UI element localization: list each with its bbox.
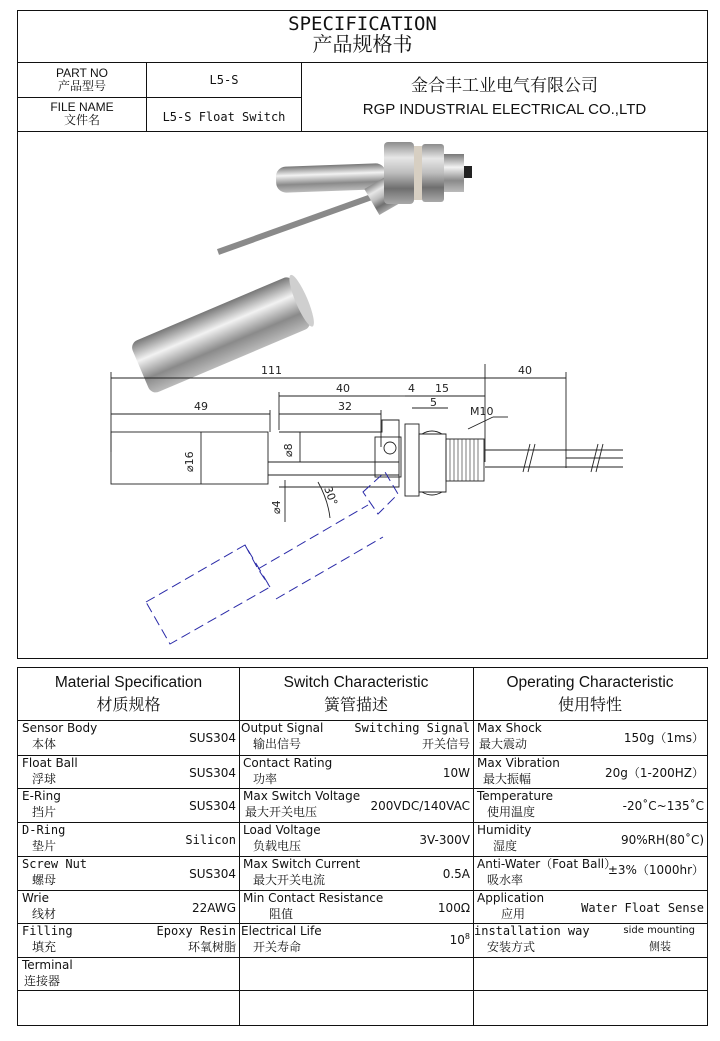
- operating-characteristic-title-cn: 使用特性: [557, 697, 622, 714]
- row-value: 150g（1ms）: [623, 731, 704, 745]
- row-value: [450, 930, 470, 947]
- dim-overall-length: 111: [261, 364, 282, 377]
- table-row: [473, 755, 707, 789]
- row-value: SUS304: [189, 766, 236, 780]
- row-label-en: Max Switch Current: [243, 857, 361, 871]
- row-value: 10W: [442, 766, 470, 780]
- row-value: SUS304: [189, 799, 236, 813]
- row-label-en: installation way: [474, 924, 590, 938]
- table-row: [473, 890, 707, 924]
- table-row: [473, 720, 707, 756]
- dim-arm-inner: 32: [338, 400, 352, 413]
- row-label-cn: 连接器: [24, 974, 61, 988]
- dim-thread-length: 15: [435, 382, 449, 395]
- row-label-en: Output Signal: [241, 721, 324, 735]
- switch-characteristic-title-cn: 簧管描述: [323, 697, 388, 714]
- table-row: [239, 755, 473, 789]
- material-spec-column: [18, 668, 240, 1025]
- row-label-cn: 挡片: [32, 805, 57, 819]
- table-row: [473, 923, 707, 958]
- row-label-cn: 最大开关电流: [253, 873, 326, 887]
- table-row: [473, 788, 707, 823]
- row-label-en: Max Shock: [477, 721, 542, 735]
- row-value: 100Ω: [437, 901, 470, 915]
- row-label-cn: 安装方式: [487, 940, 536, 954]
- row-label-en: Electrical Life: [241, 924, 322, 938]
- row-value: 200VDC/140VAC: [370, 799, 470, 813]
- row-value: -20˚C~135˚C: [622, 799, 704, 813]
- company-block: [302, 63, 707, 132]
- table-row: [239, 890, 473, 924]
- file-name-label-cn: 文件名: [63, 113, 100, 127]
- dimension-drawing: [18, 132, 707, 658]
- row-value: side mounting: [623, 925, 695, 936]
- dim-thread: M10: [470, 405, 494, 418]
- table-row-empty: [239, 990, 473, 1025]
- row-label-cn: 输出信号: [253, 737, 302, 751]
- row-label-cn: 本体: [32, 737, 57, 751]
- row-label-cn: 阻值: [269, 907, 294, 921]
- row-label-cn: 功率: [253, 772, 278, 786]
- switch-characteristic-title-en: Switch Characteristic: [283, 674, 429, 691]
- file-name-label-en: FILE NAME: [50, 100, 114, 114]
- operating-characteristic-title-en: Operating Characteristic: [506, 674, 674, 691]
- row-label-en: Contact Rating: [243, 756, 333, 770]
- company-name-cn: 金合丰工业电气有限公司: [411, 76, 598, 95]
- switch-characteristic-column: [239, 668, 474, 1025]
- operating-characteristic-header: [473, 668, 707, 721]
- dim-nut: 5: [430, 396, 437, 409]
- row-label-cn: 浮球: [32, 772, 57, 786]
- operating-characteristic-column: [473, 668, 707, 1025]
- row-label-en: Max Switch Voltage: [243, 789, 361, 803]
- row-value-cn: 环氧树脂: [187, 940, 236, 954]
- row-label-cn: 线材: [32, 907, 57, 921]
- dim-arm-diameter: ⌀8: [282, 443, 295, 457]
- title-cn: 产品规格书: [312, 34, 413, 56]
- row-label-en: Wrie: [22, 891, 49, 905]
- dim-angle: 30°: [321, 484, 341, 508]
- dim-float-diameter: ⌀16: [183, 451, 196, 472]
- row-label-cn: 吸水率: [487, 873, 524, 887]
- row-label-cn: 垫片: [32, 839, 57, 853]
- row-value: ±3%（1000hr）: [607, 863, 704, 877]
- row-value: Epoxy Resin: [156, 924, 236, 938]
- row-label-en: Anti-Water（Foat Ball）: [477, 857, 617, 871]
- table-row: [239, 923, 473, 958]
- table-row: [18, 957, 239, 991]
- row-label-en: Sensor Body: [22, 721, 98, 735]
- row-value: 22AWG: [192, 901, 236, 915]
- row-label-en: Temperature: [477, 789, 554, 803]
- part-no-label: [18, 63, 147, 98]
- row-label-en: Application: [477, 891, 545, 905]
- row-label-cn: 应用: [501, 907, 526, 921]
- table-row-empty: [239, 957, 473, 991]
- row-value: 90%RH(80˚C): [620, 833, 704, 847]
- row-label-en: Terminal: [22, 958, 73, 972]
- table-row-empty: [473, 957, 707, 991]
- row-label-en: Screw Nut: [22, 857, 88, 871]
- product-drawing-area: [18, 132, 707, 658]
- row-label-en: Filling: [22, 924, 73, 938]
- row-value: SUS304: [189, 867, 236, 881]
- part-no-label-en: PART NO: [55, 66, 108, 80]
- table-row-empty: [18, 990, 239, 1025]
- row-label-cn: 螺母: [32, 873, 57, 887]
- table-row: [473, 822, 707, 857]
- material-spec-title-cn: 材质规格: [96, 697, 161, 714]
- table-row: [239, 822, 473, 857]
- table-row: [473, 856, 707, 891]
- row-label-en: Min Contact Resistance: [243, 891, 384, 905]
- row-value: 20g（1-200HZ）: [604, 766, 704, 780]
- electrical-life-base: 10: [449, 933, 465, 947]
- row-label-en: Float Ball: [22, 756, 78, 770]
- row-label-cn: 开关寿命: [253, 940, 302, 954]
- dim-float-length: 49: [194, 400, 208, 413]
- row-label-en: Max Vibration: [477, 756, 560, 770]
- row-label-cn: 填充: [32, 940, 57, 954]
- table-row: [239, 720, 473, 756]
- title-en: SPECIFICATION: [288, 13, 437, 35]
- switch-characteristic-header: [239, 668, 473, 721]
- table-row: [18, 720, 239, 756]
- electrical-life-exponent: 8: [464, 932, 470, 941]
- row-label-en: Humidity: [477, 823, 532, 837]
- table-row: [18, 890, 239, 924]
- row-value-cn: 开关信号: [421, 737, 470, 751]
- row-label-cn: 负载电压: [253, 839, 302, 853]
- row-value: SUS304: [189, 731, 236, 745]
- dim-flange: 4: [408, 382, 415, 395]
- row-label-cn: 最大振幅: [483, 772, 532, 786]
- file-name-value: L5-S Float Switch: [147, 98, 302, 132]
- row-value: Silicon: [185, 833, 236, 847]
- table-row: [239, 788, 473, 823]
- table-row: [18, 822, 239, 857]
- row-value: 3V-300V: [419, 833, 470, 847]
- row-label-en: E-Ring: [22, 789, 61, 803]
- table-row-empty: [473, 990, 707, 1025]
- dim-rod-diameter: ⌀4: [270, 500, 283, 514]
- file-name-label: [18, 98, 147, 132]
- row-value-cn: 侧装: [649, 941, 671, 953]
- table-row: [18, 755, 239, 789]
- spec-sheet-header: [17, 10, 708, 659]
- row-value: Water Float Sense: [581, 901, 704, 915]
- material-spec-header: [18, 668, 239, 721]
- title-block: [18, 11, 707, 63]
- row-label-cn: 使用温度: [487, 805, 536, 819]
- row-label-cn: 最大开关电压: [245, 805, 318, 819]
- spec-table: [17, 667, 708, 1026]
- dim-cable-length: 40: [518, 364, 532, 377]
- table-row: [18, 788, 239, 823]
- row-value: Switching Signal: [354, 721, 470, 735]
- material-spec-title-en: Material Specification: [54, 674, 203, 691]
- row-value: 0.5A: [442, 867, 470, 881]
- company-name-en: RGP INDUSTRIAL ELECTRICAL CO.,LTD: [362, 101, 647, 118]
- table-row: [18, 923, 239, 958]
- table-row: [239, 856, 473, 891]
- part-no-value: L5-S: [147, 63, 302, 98]
- row-label-en: D-Ring: [22, 823, 66, 837]
- row-label-cn: 湿度: [493, 839, 518, 853]
- row-label-cn: 最大震动: [479, 737, 528, 751]
- part-no-label-cn: 产品型号: [57, 79, 106, 93]
- table-row: [18, 856, 239, 891]
- row-label-en: Load Voltage: [243, 823, 321, 837]
- dim-arm-length: 40: [336, 382, 350, 395]
